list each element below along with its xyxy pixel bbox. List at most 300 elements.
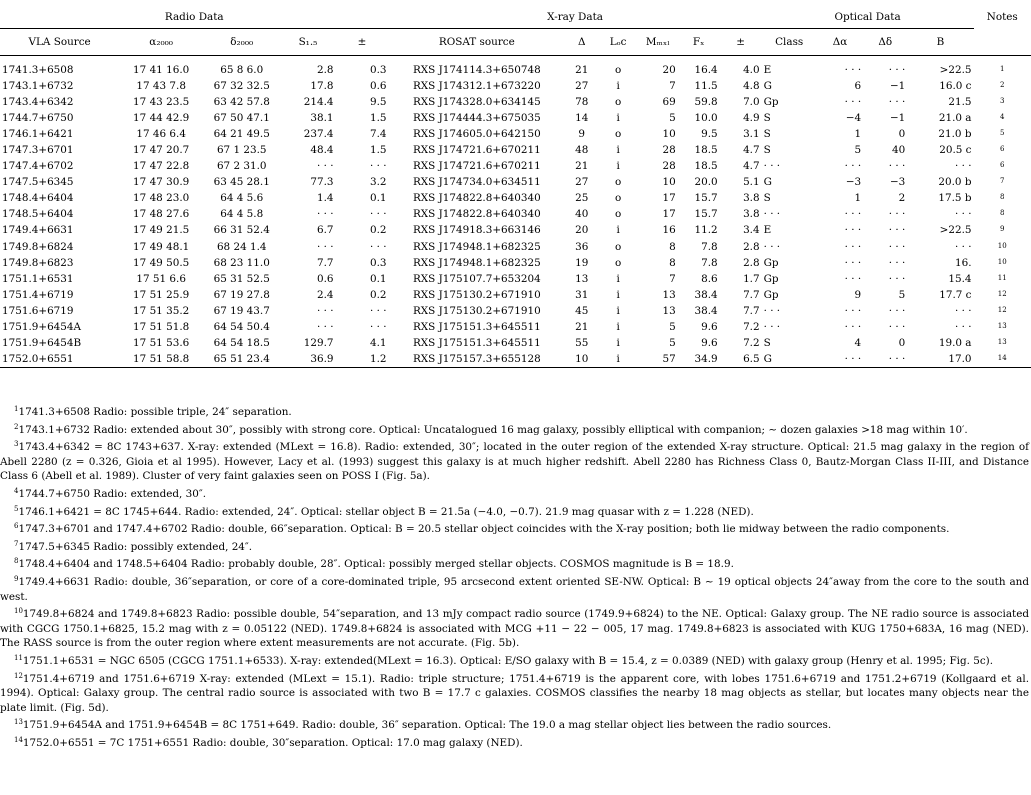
- cell-dalpha: 5: [854, 144, 862, 157]
- cell-err-xray: 2.8: [743, 256, 760, 269]
- cell-ddelta: −3: [889, 176, 906, 189]
- cell-class: · · ·: [763, 320, 781, 333]
- table-body: [0, 62, 1031, 367]
- cell-err-radio: · · ·: [370, 160, 387, 173]
- col-delta: δ₂₀₀₀: [230, 35, 254, 48]
- cell-err-xray: 1.7: [743, 272, 760, 285]
- cell-dalpha: · · ·: [844, 96, 862, 109]
- cell-loc: o: [614, 96, 622, 109]
- cell-mml: 13: [662, 288, 676, 301]
- cell-note-ref: 12: [997, 305, 1007, 314]
- col-vla-source: VLA Source: [28, 35, 91, 48]
- cell-fx: 9.5: [701, 128, 718, 141]
- cell-dec: 64 54 50.4: [213, 320, 270, 333]
- cell-loc: i: [616, 80, 620, 93]
- cell-delta-offset: 45: [575, 304, 589, 317]
- cell-rosat-source: RXS J174312.1+673220: [412, 80, 541, 93]
- cell-mml: 8: [669, 256, 676, 269]
- cell-s15: 17.8: [310, 80, 334, 93]
- cell-b-mag: 20.5 c: [939, 144, 972, 157]
- cell-ddelta: · · ·: [888, 320, 906, 333]
- footnote: [0, 420, 1029, 438]
- footnotes: [0, 402, 1029, 750]
- cell-class: · · ·: [763, 240, 781, 253]
- cell-mml: 5: [669, 112, 676, 125]
- cell-class: S: [763, 112, 771, 125]
- cell-fx: 11.2: [694, 224, 718, 237]
- cell-note-ref: 10: [997, 241, 1007, 250]
- cell-dalpha: −4: [845, 112, 862, 125]
- cell-s15: 7.7: [317, 256, 334, 269]
- cell-err-xray: 3.8: [743, 192, 760, 205]
- table-row: [0, 110, 1031, 126]
- cell-dalpha: · · ·: [844, 240, 862, 253]
- cell-note-ref: 8: [1000, 193, 1005, 202]
- footnote: [0, 484, 1029, 502]
- cell-delta-offset: 14: [575, 112, 589, 125]
- col-ddelta: Δδ: [878, 35, 893, 48]
- cell-vla-source: 1749.8+6823: [2, 256, 74, 269]
- cell-note-ref: 3: [1000, 97, 1005, 106]
- cell-loc: o: [614, 176, 622, 189]
- cell-s15: 237.4: [303, 128, 334, 141]
- cell-delta-offset: 25: [575, 192, 589, 205]
- cell-rosat-source: RXS J174734.0+634511: [412, 176, 541, 189]
- cell-rosat-source: RXS J174114.3+650748: [412, 64, 541, 76]
- cell-err-xray: 7.0: [743, 96, 760, 109]
- cell-err-xray: 6.5: [720, 351, 762, 368]
- footnote-text: 1751.4+6719 and 1751.6+6719 X-ray: extended (MLext = 15.1). Radio: triple structure; 1751.4+6719 is the apparent core, with lobes 1751.6+6719 and 1751.2+6719 (Kollgaard et al. 1994). Optical: Galaxy group. The central radio source is associated with two B = 17.7 c galaxies. COSMOS classifies the nearby 18 mag objects as stellar, but locates many objects near the plate limit. (Fig. 5d).: [0, 672, 1029, 714]
- cell-s15: 38.1: [310, 112, 334, 125]
- cell-ra: 17 47 20.7: [133, 144, 190, 157]
- group-xray: X-ray Data: [389, 6, 762, 29]
- col-mml: Mₘₓₗ: [645, 35, 670, 48]
- cell-class: · · ·: [763, 160, 781, 173]
- footnote-text: 1744.7+6750 Radio: extended, 30″.: [18, 487, 207, 500]
- cell-fx: 7.8: [701, 256, 718, 269]
- cell-fx: 10.0: [694, 112, 718, 125]
- cell-s15: 214.4: [303, 96, 334, 109]
- cell-mml: 17: [662, 208, 676, 221]
- cell-b-mag: 19.0 a: [938, 336, 972, 349]
- cell-s15: · · ·: [317, 320, 334, 333]
- col-alpha: α₂₀₀₀: [149, 35, 173, 48]
- cell-vla-source: 1743.4+6342: [2, 96, 74, 109]
- col-pm-radio: ±: [357, 35, 367, 48]
- cell-b-mag: 20.0 b: [938, 176, 972, 189]
- group-notes: Notes: [986, 11, 1018, 24]
- footnote-number: 1: [14, 405, 19, 413]
- cell-err-radio: 3.2: [370, 176, 387, 189]
- cell-class: E: [763, 224, 772, 237]
- table-row: [0, 174, 1031, 190]
- cell-loc: o: [614, 208, 622, 221]
- cell-vla-source: 1747.3+6701: [2, 144, 74, 157]
- cell-ra: 17 49 48.1: [133, 240, 190, 253]
- cell-dec: 67 50 47.1: [213, 112, 270, 125]
- cell-b-mag: 21.0 b: [938, 128, 972, 141]
- cell-ra: 17 48 23.0: [133, 192, 190, 205]
- cell-dec: 64 54 18.5: [213, 336, 270, 349]
- table-row: [0, 319, 1031, 335]
- cell-dec: 65 31 52.5: [213, 272, 270, 285]
- col-loc: Lₒc: [609, 35, 627, 48]
- cell-s15: 36.9: [280, 351, 335, 368]
- cell-b-mag: 21.5: [948, 96, 972, 109]
- cell-rosat-source: RXS J175151.3+645511: [412, 320, 541, 333]
- cell-class: Gp: [763, 272, 779, 285]
- cell-loc: i: [616, 272, 620, 285]
- cell-dalpha: · · ·: [844, 64, 862, 76]
- cell-err-xray: 7.2: [743, 336, 760, 349]
- group-optical: Optical Data: [762, 6, 974, 29]
- cell-err-radio: · · ·: [370, 304, 387, 317]
- cell-b-mag: 16.0 c: [939, 80, 972, 93]
- cell-dalpha: · · ·: [844, 256, 862, 269]
- table-row: [0, 351, 1031, 368]
- table-row: [0, 271, 1031, 287]
- cell-class: G: [763, 176, 772, 189]
- cell-loc: i: [616, 336, 620, 349]
- cell-s15: · · ·: [317, 240, 334, 253]
- footnote: [0, 651, 1029, 669]
- cell-ddelta: · · ·: [888, 160, 906, 173]
- cell-vla-source: 1747.4+6702: [2, 160, 74, 173]
- cell-s15: 129.7: [303, 336, 334, 349]
- cell-loc: o: [614, 192, 622, 205]
- cell-ra: 17 51 25.9: [133, 288, 190, 301]
- cell-err-xray: 3.4: [743, 224, 760, 237]
- cell-err-radio: 0.2: [370, 288, 387, 301]
- cell-fx: 9.6: [701, 320, 718, 333]
- cell-err-radio: 1.2: [336, 351, 389, 368]
- cell-class: Gp: [763, 256, 779, 269]
- cell-loc: i: [616, 224, 620, 237]
- cell-mml: 5: [669, 336, 676, 349]
- cell-s15: · · ·: [317, 304, 334, 317]
- col-fx: Fₓ: [692, 35, 705, 48]
- cell-note-ref: 6: [1000, 161, 1005, 170]
- table-row: [0, 335, 1031, 351]
- footnote-number: 5: [14, 504, 19, 513]
- cell-delta-offset: 27: [575, 176, 589, 189]
- cell-loc: i: [616, 112, 620, 125]
- cell-loc: i: [616, 304, 620, 317]
- col-notes-blank: [974, 29, 1031, 56]
- col-class: Class: [775, 35, 804, 48]
- footnote-text: 1747.5+6345 Radio: possibly extended, 24″.: [18, 540, 253, 553]
- cell-rosat-source: RXS J175151.3+645511: [412, 336, 541, 349]
- cell-class: E: [763, 64, 772, 76]
- cell-dalpha: · · ·: [844, 208, 862, 221]
- cell-delta-offset: 10: [565, 351, 598, 368]
- cell-b-mag: · · ·: [954, 320, 972, 333]
- cell-err-radio: 0.2: [370, 224, 387, 237]
- cell-fx: 7.8: [701, 240, 718, 253]
- cell-note-ref: 9: [1000, 225, 1005, 234]
- cell-note-ref: 8: [1000, 209, 1005, 218]
- cell-mml: 5: [669, 320, 676, 333]
- cell-b-mag: · · ·: [954, 240, 972, 253]
- cell-rosat-source: RXS J174605.0+642150: [412, 128, 541, 141]
- cell-fx: 15.7: [694, 192, 718, 205]
- group-radio: Radio Data: [0, 6, 389, 29]
- cell-loc: i: [616, 320, 620, 333]
- cell-delta-offset: 27: [575, 80, 589, 93]
- col-dalpha: Δα: [832, 35, 848, 48]
- cell-mml: 13: [662, 304, 676, 317]
- cell-fx: 8.6: [701, 272, 718, 285]
- cell-b-mag: · · ·: [954, 208, 972, 221]
- cell-dalpha: 6: [854, 80, 862, 93]
- cell-dalpha: · · ·: [844, 224, 862, 237]
- cell-dalpha: · · ·: [844, 304, 862, 317]
- cell-loc: o: [614, 240, 622, 253]
- footnote: [0, 604, 1029, 651]
- cell-note-ref: 10: [997, 257, 1007, 266]
- table-row: [0, 78, 1031, 94]
- footnote-text: 1748.4+6404 and 1748.5+6404 Radio: probably double, 28″. Optical: possibly merged stellar objects. COSMOS magnitude is B = 18.9.: [18, 558, 734, 571]
- cell-vla-source: 1752.0+6551: [0, 351, 119, 368]
- cell-fx: 38.4: [694, 288, 718, 301]
- cell-class: G: [762, 351, 817, 368]
- cell-loc: i: [616, 160, 620, 173]
- cell-err-radio: 1.5: [370, 112, 387, 125]
- footnote-number: 14: [14, 735, 23, 744]
- cell-ra: 17 51 35.2: [133, 304, 190, 317]
- cell-s15: 1.4: [317, 192, 334, 205]
- cell-mml: 10: [662, 176, 676, 189]
- cell-mml: 17: [662, 192, 676, 205]
- col-s15: S₁.₅: [298, 35, 318, 48]
- cell-note-ref: 5: [1000, 129, 1005, 138]
- cell-rosat-source: RXS J174822.8+640340: [412, 192, 541, 205]
- cell-delta-offset: 55: [575, 336, 589, 349]
- cell-err-radio: 0.3: [370, 256, 387, 269]
- cell-fx: 16.4: [694, 64, 718, 76]
- footnote-text: 1746.1+6421 = 8C 1745+644. Radio: extended, 24″. Optical: stellar object B = 21.5a (−4.0, −0.7). 21.9 mag quasar with z = 1.228 (NED).: [18, 505, 754, 518]
- footnote-number: 9: [14, 574, 19, 583]
- cell-vla-source: 1748.5+6404: [2, 208, 74, 221]
- footnote: [0, 519, 1029, 537]
- footnote: [0, 402, 1029, 420]
- cell-b-mag: 15.4: [948, 272, 972, 285]
- cell-ddelta: · · ·: [888, 272, 906, 285]
- cell-note-ref: 11: [997, 273, 1007, 282]
- cell-dec: 68 23 11.0: [213, 256, 270, 269]
- cell-mml: 10: [662, 128, 676, 141]
- table-row: [0, 255, 1031, 271]
- cell-delta-offset: 21: [575, 64, 589, 76]
- cell-dec: 65 8 6.0: [220, 64, 264, 76]
- cell-delta-offset: 9: [578, 128, 585, 141]
- footnote-number: 3: [14, 440, 19, 449]
- cell-class: S: [763, 192, 771, 205]
- cell-err-xray: 4.9: [743, 112, 760, 125]
- cell-mml: 8: [669, 240, 676, 253]
- cell-s15: · · ·: [317, 208, 334, 221]
- cell-dalpha: 1: [854, 192, 862, 205]
- cell-err-xray: 2.8: [743, 240, 760, 253]
- cell-rosat-source: RXS J174444.3+675035: [412, 112, 541, 125]
- cell-ra: 17 51 51.8: [133, 320, 190, 333]
- footnote-text: 1743.4+6342 = 8C 1743+637. X-ray: extended (MLext = 16.8). Radio: extended, 30″; located in the outer region of the extended X-ray structure. Optical: 21.5 mag galaxy in the region of Abell 2280 (z = 0.326, Gioia et al 1995). However, Lacy et al. (1993) suggest this galaxy is at much higher redshift. Abell 2280 has Richness Class 0, Bautz-Morgan Class II-III, and Distance Class 6 (Abell et al. 1989). Cluster of very faint galaxies seen on POSS I (Fig. 5a).: [0, 441, 1029, 483]
- cell-dalpha: · · ·: [844, 320, 862, 333]
- cell-dec: 67 2 31.0: [216, 160, 267, 173]
- cell-note-ref: 1: [1000, 65, 1005, 73]
- cell-s15: 2.8: [317, 64, 334, 76]
- cell-ddelta: −1: [889, 112, 906, 125]
- footnote-number: 12: [14, 671, 23, 680]
- cell-loc: i: [598, 351, 638, 368]
- cell-dalpha: · · ·: [844, 272, 862, 285]
- cell-rosat-source: RXS J174948.1+682325: [412, 256, 541, 269]
- cell-dec: 64 21 49.5: [213, 128, 270, 141]
- cell-fx: 15.7: [694, 208, 718, 221]
- cell-dec: 67 19 27.8: [213, 288, 270, 301]
- cell-b-mag: 17.5 b: [938, 192, 972, 205]
- cell-ra: 17 47 30.9: [133, 176, 190, 189]
- cell-class: G: [763, 80, 772, 93]
- footnote-text: 1751.1+6531 = NGC 6505 (CGCG 1751.1+6533). X-ray: extended(MLext = 16.3). Optical: E/SO galaxy with B = 15.4, z = 0.0389 (NED) with galaxy group (Henry et al. 1995; Fig. 5c).: [22, 654, 994, 667]
- cell-rosat-source: RXS J174328.0+634145: [412, 96, 541, 109]
- cell-loc: i: [616, 144, 620, 157]
- footnote: [0, 572, 1029, 604]
- cell-err-xray: 3.8: [743, 208, 760, 221]
- footnote: [0, 437, 1029, 484]
- cell-class: S: [763, 144, 771, 157]
- cell-vla-source: 1751.1+6531: [2, 272, 74, 285]
- cell-err-radio: 0.6: [370, 80, 387, 93]
- footnote-number: 6: [14, 522, 19, 531]
- footnote-text: 1743.1+6732 Radio: extended about 30″, possibly with strong core. Optical: Uncatalogued 16 mag galaxy, possibly elliptical with companion; ∼ dozen galaxies >18 mag within 10′.: [18, 423, 968, 436]
- cell-ra: 17 47 22.8: [133, 160, 190, 173]
- cell-delta-offset: 13: [575, 272, 589, 285]
- cell-err-radio: · · ·: [370, 208, 387, 221]
- cell-dalpha: 1: [854, 128, 862, 141]
- footnote-number: 7: [14, 539, 19, 548]
- cell-dec: 65 51 23.4: [203, 351, 280, 368]
- footnote: [0, 537, 1029, 555]
- cell-rosat-source: RXS J175157.3+655128: [389, 351, 566, 368]
- cell-vla-source: 1743.1+6732: [2, 80, 74, 93]
- cell-vla-source: 1751.6+6719: [2, 304, 74, 317]
- col-rosat: ROSAT source: [438, 35, 515, 48]
- cell-err-xray: 4.8: [743, 80, 760, 93]
- cell-err-radio: 7.4: [370, 128, 387, 141]
- col-B: B: [936, 35, 945, 48]
- cell-note-ref: 4: [1000, 113, 1005, 122]
- footnote-number: 11: [14, 653, 23, 662]
- cell-mml: 16: [662, 224, 676, 237]
- footnote-text: 1749.8+6824 and 1749.8+6823 Radio: possible double, 54″separation, and 13 mJy compact radio source (1749.9+6824) to the NE. Optical: Galaxy group. The NE radio source is associated with CGCG 1750.1+6825, 15.2 mag with z = 0.05122 (NED). 1749.8+6824 is associated with MCG +11 − 22 − 005, 17 mag. 1749.8+6823 is associated with KUG 1750+683A, 16 mag (NED). The RASS source is from the outer region where extent measurements are not accurate. (Fig. 5b).: [0, 608, 1029, 650]
- footnote: [0, 733, 1029, 751]
- cell-vla-source: 1747.5+6345: [2, 176, 74, 189]
- cell-vla-source: 1744.7+6750: [2, 112, 74, 125]
- cell-delta-offset: 19: [575, 256, 589, 269]
- cell-rosat-source: RXS J175130.2+671910: [412, 288, 541, 301]
- cell-mml: 7: [669, 80, 676, 93]
- cell-dalpha: −3: [845, 176, 862, 189]
- cell-note-ref: 13: [997, 337, 1007, 346]
- cell-err-xray: 7.7: [743, 304, 760, 317]
- col-Delta: Δ: [577, 35, 586, 48]
- cell-delta-offset: 31: [575, 288, 589, 301]
- cell-dec: 68 24 1.4: [216, 240, 267, 253]
- cell-mml: 28: [662, 160, 676, 173]
- cell-class: Gp: [763, 96, 779, 109]
- cell-ra: 17 51 58.8: [119, 351, 203, 368]
- cell-ra: 17 43 23.5: [133, 96, 190, 109]
- cell-s15: 77.3: [310, 176, 334, 189]
- column-header-row: [0, 29, 1031, 56]
- cell-err-radio: · · ·: [370, 320, 387, 333]
- cell-note-ref: 13: [997, 321, 1007, 330]
- cell-dec: 67 1 23.5: [216, 144, 267, 157]
- cell-err-radio: 1.5: [370, 144, 387, 157]
- cell-delta-offset: 48: [575, 144, 589, 157]
- cell-ddelta: · · ·: [888, 96, 906, 109]
- group-header-row: [0, 6, 1031, 29]
- cell-dalpha: 4: [854, 336, 862, 349]
- cell-s15: 0.6: [317, 272, 334, 285]
- cell-fx: 34.9: [678, 351, 720, 368]
- cell-ddelta: · · ·: [888, 256, 906, 269]
- cell-dec: 63 45 28.1: [213, 176, 270, 189]
- table-row: [0, 303, 1031, 319]
- cell-ddelta: · · ·: [888, 64, 906, 76]
- cell-delta-offset: 78: [575, 96, 589, 109]
- table-row: [0, 126, 1031, 142]
- table-row: [0, 94, 1031, 110]
- cell-note-ref: 6: [1000, 145, 1005, 154]
- table-row: [0, 287, 1031, 303]
- cell-b-mag: 17.7 c: [939, 288, 972, 301]
- table-row: [0, 206, 1031, 222]
- footnote-text: 1747.3+6701 and 1747.4+6702 Radio: double, 66″separation. Optical: B = 20.5 stellar object coincides with the X-ray position; both lie midway between the radio components.: [18, 523, 950, 536]
- source-table: [0, 6, 1031, 368]
- cell-fx: 59.8: [694, 96, 718, 109]
- cell-fx: 9.6: [701, 336, 718, 349]
- cell-err-radio: 0.1: [370, 192, 387, 205]
- cell-dec: 67 32 32.5: [213, 80, 270, 93]
- cell-delta-offset: 36: [575, 240, 589, 253]
- cell-loc: o: [614, 128, 622, 141]
- footnote: [0, 715, 1029, 733]
- table-row: [0, 222, 1031, 238]
- cell-vla-source: 1746.1+6421: [2, 128, 74, 141]
- cell-vla-source: 1749.4+6631: [2, 224, 74, 237]
- footnote-number: 2: [14, 422, 19, 431]
- cell-fx: 18.5: [694, 160, 718, 173]
- cell-b-mag: >22.5: [939, 224, 972, 237]
- cell-err-xray: 3.1: [743, 128, 760, 141]
- cell-vla-source: 1751.9+6454B: [2, 336, 82, 349]
- cell-ra: 17 41 16.0: [133, 64, 190, 76]
- cell-delta-offset: 21: [575, 160, 589, 173]
- cell-ddelta: · · ·: [888, 304, 906, 317]
- cell-dec: 63 42 57.8: [213, 96, 270, 109]
- cell-rosat-source: RXS J175130.2+671910: [412, 304, 541, 317]
- cell-loc: i: [616, 288, 620, 301]
- cell-ra: 17 43 7.8: [136, 80, 186, 93]
- cell-err-radio: 4.1: [370, 336, 387, 349]
- cell-err-xray: 4.7: [743, 160, 760, 173]
- cell-fx: 20.0: [694, 176, 718, 189]
- cell-dec: 64 4 5.8: [220, 208, 264, 221]
- cell-b-mag: 16.: [954, 256, 972, 269]
- cell-class: S: [763, 128, 771, 141]
